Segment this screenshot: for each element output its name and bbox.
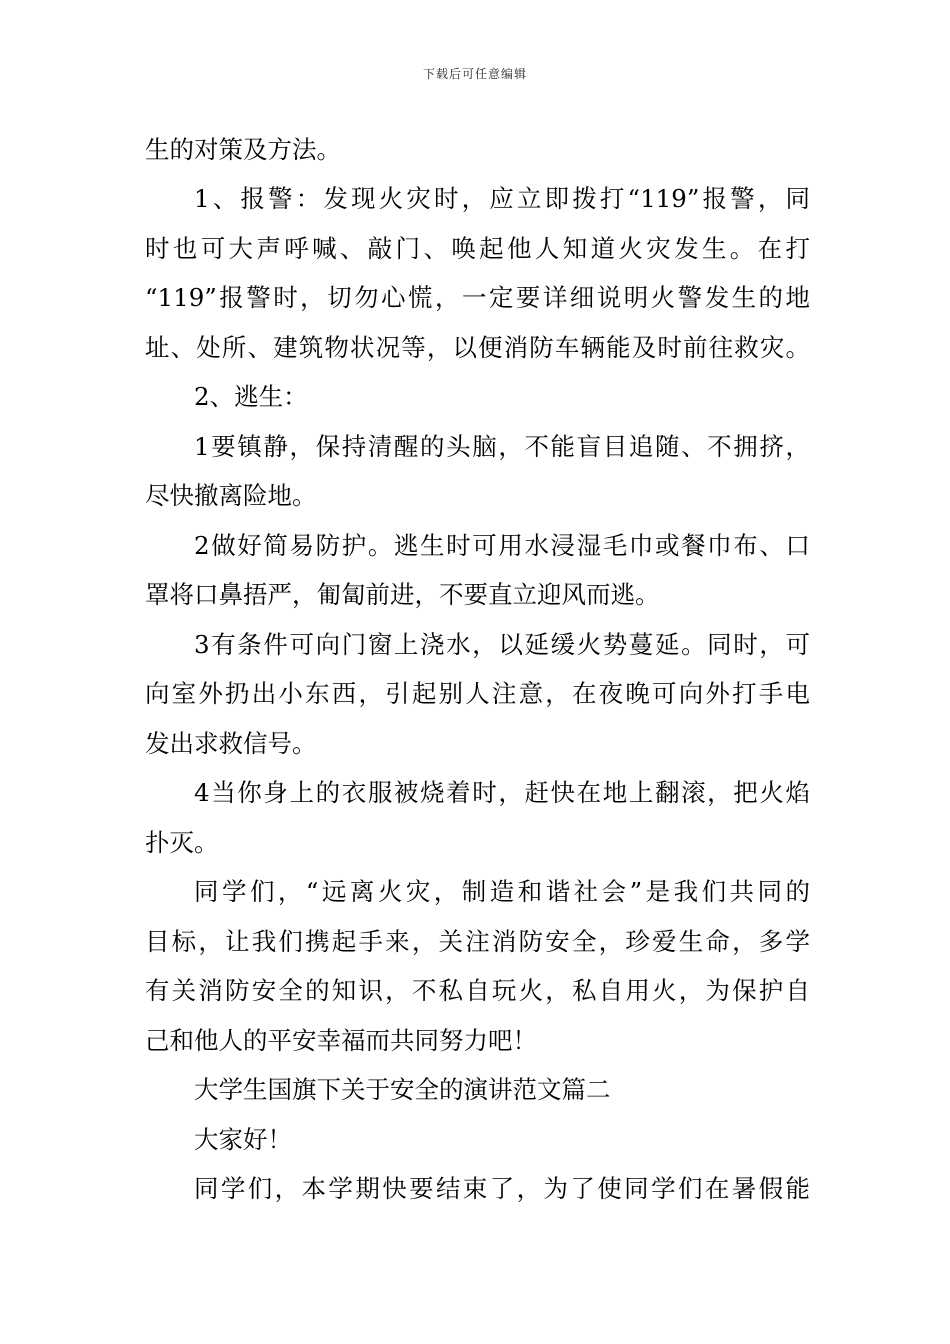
greeting-line: 大家好！	[194, 1125, 292, 1154]
paragraph-line: 目标，让我们携起手来，关注消防安全，珍爱生命，多学	[145, 927, 810, 956]
paragraph-line: 尽快撤离险地。	[145, 481, 317, 510]
paragraph-line: 有关消防安全的知识，不私自玩火，私自用火，为保护自	[145, 976, 810, 1005]
paragraph-line: 同学们，本学期快要结束了，为了使同学们在暑假能	[194, 1174, 810, 1203]
paragraph-line: 1要镇静，保持清醒的头脑，不能盲目追随、不拥挤，	[194, 432, 810, 461]
paragraph-line: 向室外扔出小东西，引起别人注意，在夜晚可向外打手电	[145, 679, 810, 708]
paragraph-line: “119”报警时，切勿心慌，一定要详细说明火警发生的地	[145, 283, 810, 312]
paragraph-line: 2、逃生：	[194, 382, 308, 411]
paragraph-line: 时也可大声呼喊、敲门、唤起他人知道火灾发生。在打	[145, 234, 810, 263]
paragraph-line: 址、处所、建筑物状况等，以便消防车辆能及时前往救灾。	[145, 333, 810, 362]
paragraph-line: 发出求救信号。	[145, 729, 317, 758]
section-title: 大学生国旗下关于安全的演讲范文篇二	[194, 1075, 611, 1104]
paragraph-line: 3有条件可向门窗上浇水，以延缓火势蔓延。同时，可	[194, 630, 810, 659]
paragraph-line: 扑灭。	[145, 828, 219, 857]
paragraph-line: 罩将口鼻捂严，匍匐前进，不要直立迎风而逃。	[145, 580, 660, 609]
paragraph-line: 同学们，“远离火灾，制造和谐社会”是我们共同的	[194, 877, 810, 906]
page-header: 下载后可任意编辑	[422, 67, 527, 81]
paragraph-line: 1、报警：发现火灾时，应立即拨打“119”报警，同	[194, 184, 810, 213]
paragraph-line: 4当你身上的衣服被烧着时，赶快在地上翻滚，把火焰	[194, 778, 810, 807]
paragraph-line: 己和他人的平安幸福而共同努力吧！	[145, 1026, 537, 1055]
paragraph-line: 生的对策及方法。	[145, 135, 341, 164]
paragraph-line: 2做好简易防护。逃生时可用水浸湿毛巾或餐巾布、口	[194, 531, 810, 560]
